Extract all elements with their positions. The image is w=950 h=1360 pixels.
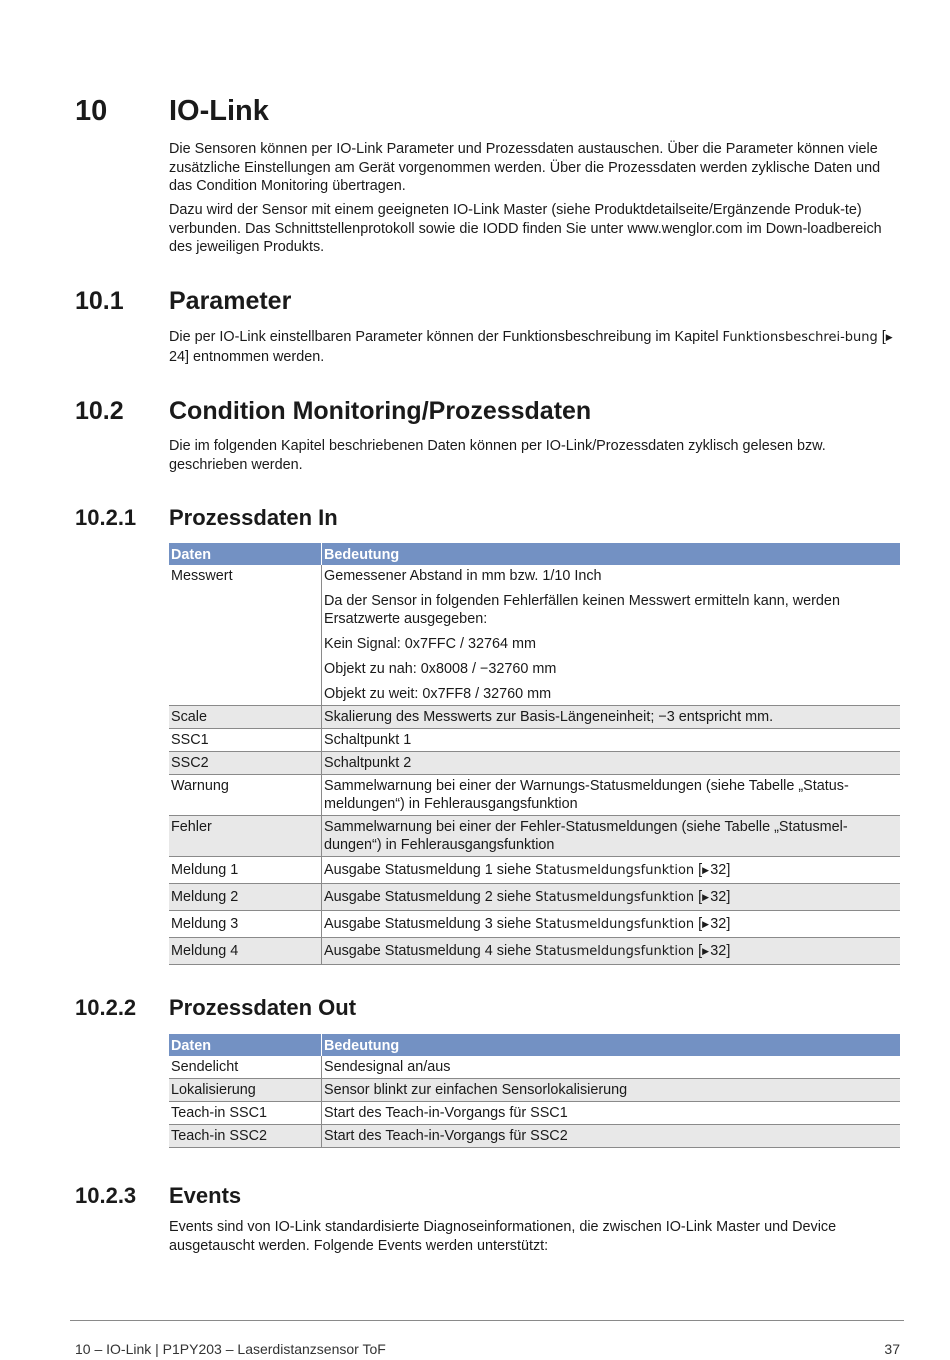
functions-link[interactable]: Funktionsbeschrei-bung [722,330,878,345]
meaning-cell: Start des Teach-in-Vorgangs für SSC2 [322,1125,901,1148]
meaning-line: Objekt zu weit: 0x7FF8 / 32760 mm [324,686,552,702]
events-paragraph: Events sind von IO-Link standardisierte Diagnoseinformationen, die zwischen IO-Link Master und Device ausgetauscht werden. Folgende Events werden unterstützt: [169,1219,837,1254]
section-title: Events [169,1183,242,1208]
data-name-cell: Meldung 3 [169,911,322,938]
data-name-cell: Messwert [169,565,322,706]
io-link-paragraph-1: Die Sensoren können per IO-Link Parameter und Prozessdaten austauschen. Über die Parameter können viele zusätzliche Einstellungen am Gerät vorgenommen werden. Über die Prozessdaten werden zyklische Daten und das Condition Monitoring übertragen. [169,141,881,194]
page-ref-icon: ▶ [702,919,710,929]
data-name-cell: Teach-in SSC2 [169,1125,322,1148]
parameter-paragraph: Die per IO-Link einstellbaren Parameter können der Funktionsbeschreibung im Kapitel Funktionsbeschrei-bung [▶ 24] entnommen werden. [169,329,893,365]
column-header-bedeutung: Bedeutung [322,1034,901,1056]
meaning-cell: Sammelwarnung bei einer der Warnungs-Statusmeldungen (siehe Tabelle „Status-meldungen“) in Fehlerausgangsfunktion [322,775,901,816]
table-row [169,857,900,884]
table-row [169,775,900,816]
table-row [169,752,900,775]
data-name-cell: Warnung [169,775,322,816]
footer-text: 10 – IO-Link | P1PY203 – Laserdistanzsensor ToF [75,1341,386,1357]
data-name-cell: Meldung 4 [169,938,322,965]
data-name-cell: Fehler [169,816,322,857]
data-name-cell: Sendelicht [169,1056,322,1079]
io-link-paragraph-2: Dazu wird der Sensor mit einem geeigneten IO-Link Master (siehe Produktdetailseite/Ergänzende Produk-te) verbunden. Das Schnittstellenprotokoll sowie die IODD finden Sie unter www.wenglor.com im Down-loadbereich des jeweiligen Produkts. [169,202,882,255]
page-ref-icon: ▶ [702,946,710,956]
meaning-cell: Schaltpunkt 1 [322,729,901,752]
status-function-link[interactable]: Statusmeldungsfunktion [535,863,695,878]
data-name-cell: Teach-in SSC1 [169,1102,322,1125]
page-ref[interactable]: 32 [710,943,727,959]
process-data-out-table [169,1034,900,1148]
condition-paragraph: Die im folgenden Kapitel beschriebenen Daten können per IO-Link/Prozessdaten zyklisch gelesen bzw. geschrieben werden. [169,438,826,473]
section-title: Prozessdaten Out [169,995,357,1020]
meaning-cell: Ausgabe Statusmeldung 3 siehe Statusmeldungsfunktion [▶ 32] [322,911,901,938]
column-header-bedeutung: Bedeutung [322,543,901,565]
page-ref[interactable]: 24 [169,348,186,365]
meaning-cell: Sammelwarnung bei einer der Fehler-Statusmeldungen (siehe Tabelle „Statusmel-dungen“) in Fehlerausgangsfunktion [322,816,901,857]
data-name-cell: SSC2 [169,752,322,775]
meaning-line: Gemessener Abstand in mm bzw. 1/10 Inch [324,568,602,584]
section-number: 10 [75,95,108,127]
table-header-row [169,543,900,565]
meaning-line: Kein Signal: 0x7FFC / 32764 mm [324,636,536,652]
meaning-text: Ausgabe Statusmeldung 1 siehe [324,862,532,878]
table-row [169,911,900,938]
process-data-in-table [169,543,900,965]
table-header-row [169,1034,900,1056]
data-name-cell: SSC1 [169,729,322,752]
section-number: 10.2.2 [75,995,137,1020]
meaning-line: Objekt zu nah: 0x8008 / −32760 mm [324,661,557,677]
column-header-daten: Daten [169,543,322,565]
section-number: 10.2.3 [75,1183,137,1208]
meaning-text: Ausgabe Statusmeldung 4 siehe [324,943,532,959]
meaning-cell: Skalierung des Messwerts zur Basis-Längeneinheit; −3 entspricht mm. [322,706,901,729]
section-title: Parameter [169,287,292,315]
page-ref-icon: ▶ [702,865,710,875]
section-number: 10.1 [75,287,124,315]
section-number: 10.2.1 [75,505,137,530]
table-row [169,729,900,752]
data-name-cell: Scale [169,706,322,729]
page-ref[interactable]: 32 [710,862,727,878]
table-row [169,1056,900,1079]
parameter-text-end: entnommen werden. [193,348,325,365]
data-name-cell: Meldung 1 [169,857,322,884]
status-function-link[interactable]: Statusmeldungsfunktion [535,944,695,959]
page-ref[interactable]: 32 [710,916,727,932]
table-row [169,1079,900,1102]
meaning-cell: Sendesignal an/aus [322,1056,901,1079]
status-function-link[interactable]: Statusmeldungsfunktion [535,890,695,905]
meaning-text: Ausgabe Statusmeldung 2 siehe [324,889,532,905]
meaning-cell: Sensor blinkt zur einfachen Sensorlokalisierung [322,1079,901,1102]
page-ref-icon: ▶ [885,332,893,342]
column-header-daten: Daten [169,1034,322,1056]
page-ref-icon: ▶ [702,892,710,902]
meaning-cell: Ausgabe Statusmeldung 1 siehe Statusmeldungsfunktion [▶ 32] [322,857,901,884]
status-function-link[interactable]: Statusmeldungsfunktion [535,917,695,932]
meaning-text: Ausgabe Statusmeldung 3 siehe [324,916,532,932]
page-ref[interactable]: 32 [710,889,727,905]
table-row [169,938,900,965]
meaning-cell [322,565,901,706]
footer-divider [70,1320,904,1321]
table-row [169,565,900,706]
data-name-cell: Meldung 2 [169,884,322,911]
section-title: Condition Monitoring/Prozessdaten [169,397,592,425]
table-row [169,1102,900,1125]
table-row [169,884,900,911]
meaning-cell: Schaltpunkt 2 [322,752,901,775]
parameter-text: Die per IO-Link einstellbaren Parameter können der Funktionsbeschreibung im Kapitel [169,329,719,345]
table-row [169,706,900,729]
meaning-cell: Ausgabe Statusmeldung 4 siehe Statusmeldungsfunktion [▶ 32] [322,938,901,965]
meaning-line: Da der Sensor in folgenden Fehlerfällen keinen Messwert ermitteln kann, werden Ersatzwerte ausgegeben: [324,593,840,627]
data-name-cell: Lokalisierung [169,1079,322,1102]
table-row [169,1125,900,1148]
section-number: 10.2 [75,397,124,425]
page-number: 37 [884,1341,900,1357]
meaning-cell: Start des Teach-in-Vorgangs für SSC1 [322,1102,901,1125]
meaning-cell: Ausgabe Statusmeldung 2 siehe Statusmeldungsfunktion [▶ 32] [322,884,901,911]
section-title: Prozessdaten In [169,505,338,530]
section-title: IO-Link [169,95,269,127]
table-row [169,816,900,857]
